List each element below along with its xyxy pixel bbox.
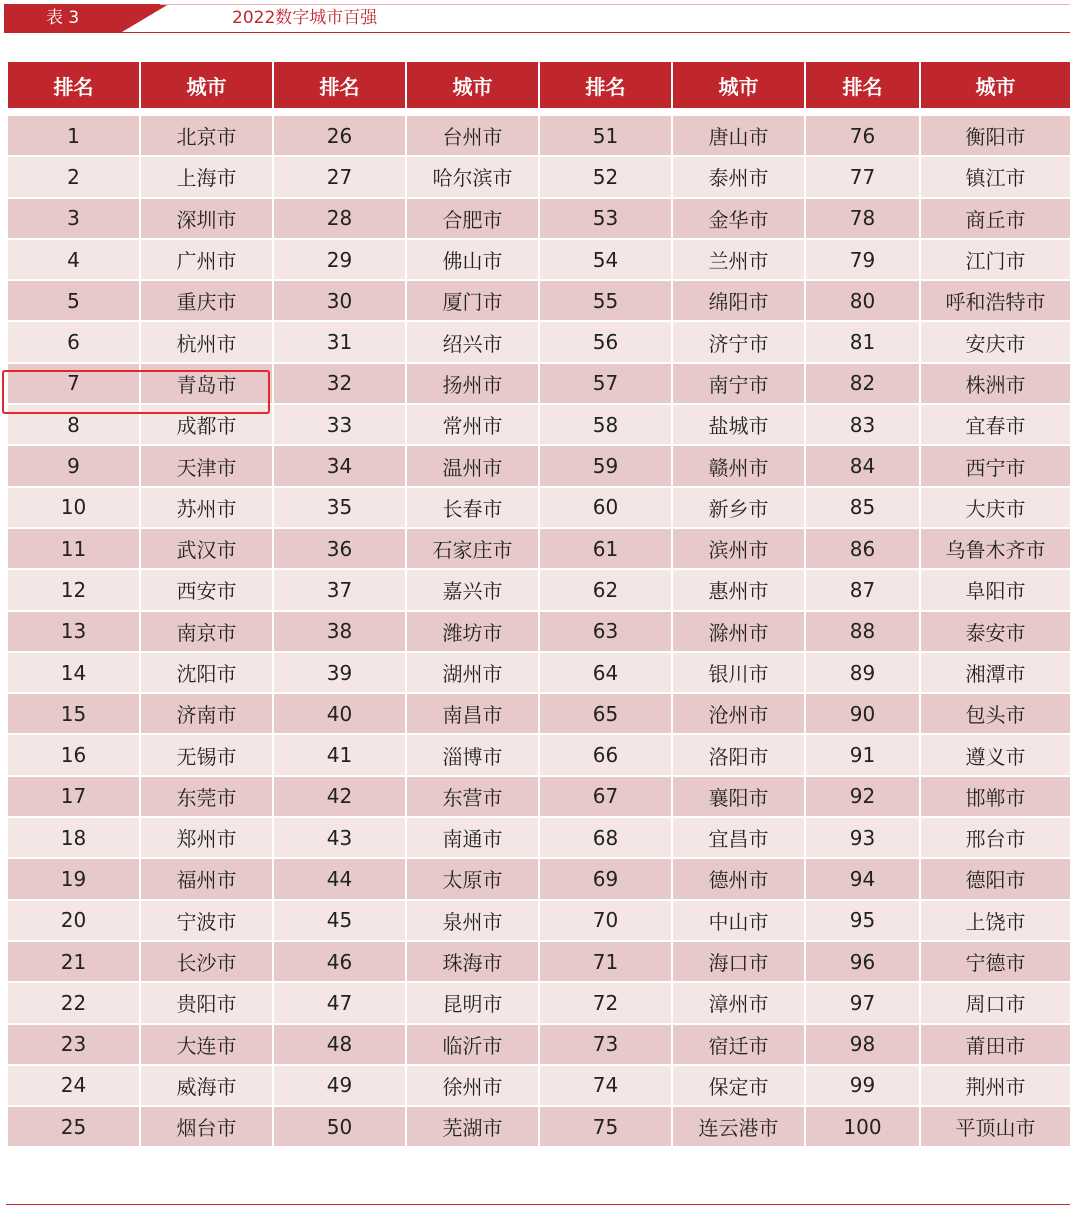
- rank-cell: 75: [539, 1106, 672, 1147]
- city-cell: 厦门市: [406, 280, 539, 321]
- rank-cell: 48: [273, 1024, 406, 1065]
- city-cell: 南通市: [406, 817, 539, 858]
- table-row: [7, 445, 1071, 486]
- rank-cell: 66: [539, 734, 672, 775]
- city-cell: 上海市: [140, 156, 273, 197]
- city-cell: 周口市: [920, 982, 1071, 1023]
- rank-cell: 69: [539, 858, 672, 899]
- rank-cell: 19: [7, 858, 140, 899]
- rank-cell: 67: [539, 776, 672, 817]
- rank-cell: 91: [805, 734, 920, 775]
- rank-cell: 3: [7, 198, 140, 239]
- table-row: [7, 941, 1071, 982]
- rank-cell: 95: [805, 900, 920, 941]
- rank-cell: 49: [273, 1065, 406, 1106]
- rank-cell: 54: [539, 239, 672, 280]
- city-cell: 镇江市: [920, 156, 1071, 197]
- city-cell: 佛山市: [406, 239, 539, 280]
- rank-cell: 12: [7, 569, 140, 610]
- city-cell: 西安市: [140, 569, 273, 610]
- city-cell: 南宁市: [672, 363, 805, 404]
- rank-cell: 24: [7, 1065, 140, 1106]
- header-city: 城市: [406, 61, 539, 109]
- rank-cell: 79: [805, 239, 920, 280]
- table-row: [7, 363, 1071, 404]
- rank-cell: 82: [805, 363, 920, 404]
- city-cell: 合肥市: [406, 198, 539, 239]
- city-cell: 宜春市: [920, 404, 1071, 445]
- table-row: [7, 528, 1071, 569]
- rank-cell: 5: [7, 280, 140, 321]
- table-row: [7, 693, 1071, 734]
- rank-cell: 64: [539, 652, 672, 693]
- table-row: [7, 1065, 1071, 1106]
- city-cell: 新乡市: [672, 487, 805, 528]
- rank-cell: 55: [539, 280, 672, 321]
- table-row: [7, 115, 1071, 156]
- city-cell: 东营市: [406, 776, 539, 817]
- table-caption: [0, 0, 1080, 40]
- rank-cell: 76: [805, 115, 920, 156]
- table-row: [7, 776, 1071, 817]
- rank-cell: 89: [805, 652, 920, 693]
- city-cell: 沧州市: [672, 693, 805, 734]
- rank-cell: 100: [805, 1106, 920, 1147]
- city-cell: 潍坊市: [406, 611, 539, 652]
- table-row: [7, 487, 1071, 528]
- city-cell: 襄阳市: [672, 776, 805, 817]
- rank-cell: 22: [7, 982, 140, 1023]
- city-cell: 北京市: [140, 115, 273, 156]
- table-row: [7, 280, 1071, 321]
- rank-cell: 7: [7, 363, 140, 404]
- city-cell: 莆田市: [920, 1024, 1071, 1065]
- city-cell: 平顶山市: [920, 1106, 1071, 1147]
- rank-cell: 36: [273, 528, 406, 569]
- rank-cell: 94: [805, 858, 920, 899]
- rank-cell: 74: [539, 1065, 672, 1106]
- city-cell: 德州市: [672, 858, 805, 899]
- rank-cell: 65: [539, 693, 672, 734]
- header-rank: 排名: [805, 61, 920, 109]
- city-cell: 株洲市: [920, 363, 1071, 404]
- rank-cell: 98: [805, 1024, 920, 1065]
- rank-cell: 20: [7, 900, 140, 941]
- city-cell: 台州市: [406, 115, 539, 156]
- city-cell: 兰州市: [672, 239, 805, 280]
- city-cell: 天津市: [140, 445, 273, 486]
- city-cell: 洛阳市: [672, 734, 805, 775]
- rank-cell: 88: [805, 611, 920, 652]
- city-cell: 商丘市: [920, 198, 1071, 239]
- city-cell: 扬州市: [406, 363, 539, 404]
- rank-cell: 39: [273, 652, 406, 693]
- rank-cell: 4: [7, 239, 140, 280]
- rank-cell: 17: [7, 776, 140, 817]
- rank-cell: 34: [273, 445, 406, 486]
- rank-cell: 86: [805, 528, 920, 569]
- ranking-table: [6, 60, 1072, 1148]
- city-cell: 哈尔滨市: [406, 156, 539, 197]
- rank-cell: 68: [539, 817, 672, 858]
- city-cell: 珠海市: [406, 941, 539, 982]
- rank-cell: 11: [7, 528, 140, 569]
- rank-cell: 87: [805, 569, 920, 610]
- table-row: [7, 156, 1071, 197]
- city-cell: 广州市: [140, 239, 273, 280]
- table-row: [7, 900, 1071, 941]
- city-cell: 嘉兴市: [406, 569, 539, 610]
- rank-cell: 2: [7, 156, 140, 197]
- rank-cell: 63: [539, 611, 672, 652]
- city-cell: 连云港市: [672, 1106, 805, 1147]
- table-row: [7, 1106, 1071, 1147]
- caption-tag: 表 3: [46, 8, 80, 28]
- caption-top-rule: [160, 4, 1070, 5]
- rank-cell: 43: [273, 817, 406, 858]
- rank-cell: 73: [539, 1024, 672, 1065]
- rank-cell: 44: [273, 858, 406, 899]
- city-cell: 阜阳市: [920, 569, 1071, 610]
- table-row: [7, 734, 1071, 775]
- city-cell: 宁德市: [920, 941, 1071, 982]
- header-rank: 排名: [273, 61, 406, 109]
- rank-cell: 57: [539, 363, 672, 404]
- rank-cell: 9: [7, 445, 140, 486]
- rank-cell: 84: [805, 445, 920, 486]
- rank-cell: 27: [273, 156, 406, 197]
- header-rank: 排名: [7, 61, 140, 109]
- city-cell: 无锡市: [140, 734, 273, 775]
- rank-cell: 52: [539, 156, 672, 197]
- caption-title: 2022数字城市百强: [232, 8, 378, 28]
- city-cell: 赣州市: [672, 445, 805, 486]
- city-cell: 徐州市: [406, 1065, 539, 1106]
- header-city: 城市: [140, 61, 273, 109]
- rank-cell: 31: [273, 321, 406, 362]
- rank-cell: 83: [805, 404, 920, 445]
- city-cell: 南昌市: [406, 693, 539, 734]
- rank-cell: 23: [7, 1024, 140, 1065]
- rank-cell: 97: [805, 982, 920, 1023]
- city-cell: 漳州市: [672, 982, 805, 1023]
- city-cell: 宜昌市: [672, 817, 805, 858]
- rank-cell: 42: [273, 776, 406, 817]
- table-row: [7, 198, 1071, 239]
- city-cell: 乌鲁木齐市: [920, 528, 1071, 569]
- rank-cell: 81: [805, 321, 920, 362]
- rank-cell: 28: [273, 198, 406, 239]
- table-row: [7, 1024, 1071, 1065]
- city-cell: 德阳市: [920, 858, 1071, 899]
- rank-cell: 37: [273, 569, 406, 610]
- city-cell: 大庆市: [920, 487, 1071, 528]
- city-cell: 西宁市: [920, 445, 1071, 486]
- table-body: [7, 115, 1071, 1147]
- caption-rule: [4, 32, 1070, 33]
- city-cell: 中山市: [672, 900, 805, 941]
- rank-cell: 56: [539, 321, 672, 362]
- city-cell: 沈阳市: [140, 652, 273, 693]
- rank-cell: 47: [273, 982, 406, 1023]
- table-row: [7, 858, 1071, 899]
- city-cell: 上饶市: [920, 900, 1071, 941]
- rank-cell: 26: [273, 115, 406, 156]
- city-cell: 东莞市: [140, 776, 273, 817]
- city-cell: 泉州市: [406, 900, 539, 941]
- city-cell: 金华市: [672, 198, 805, 239]
- header-city: 城市: [672, 61, 805, 109]
- city-cell: 昆明市: [406, 982, 539, 1023]
- rank-cell: 14: [7, 652, 140, 693]
- city-cell: 成都市: [140, 404, 273, 445]
- city-cell: 深圳市: [140, 198, 273, 239]
- rank-cell: 70: [539, 900, 672, 941]
- city-cell: 重庆市: [140, 280, 273, 321]
- rank-cell: 71: [539, 941, 672, 982]
- rank-cell: 18: [7, 817, 140, 858]
- city-cell: 泰州市: [672, 156, 805, 197]
- city-cell: 滨州市: [672, 528, 805, 569]
- city-cell: 银川市: [672, 652, 805, 693]
- city-cell: 威海市: [140, 1065, 273, 1106]
- rank-cell: 33: [273, 404, 406, 445]
- rank-cell: 96: [805, 941, 920, 982]
- ranking-table-wrapper: [6, 60, 1070, 1148]
- city-cell: 宿迁市: [672, 1024, 805, 1065]
- rank-cell: 8: [7, 404, 140, 445]
- rank-cell: 77: [805, 156, 920, 197]
- table-row: [7, 569, 1071, 610]
- rank-cell: 15: [7, 693, 140, 734]
- rank-cell: 38: [273, 611, 406, 652]
- city-cell: 荆州市: [920, 1065, 1071, 1106]
- city-cell: 绵阳市: [672, 280, 805, 321]
- city-cell: 包头市: [920, 693, 1071, 734]
- city-cell: 济南市: [140, 693, 273, 734]
- city-cell: 武汉市: [140, 528, 273, 569]
- header-row: [7, 61, 1071, 109]
- city-cell: 苏州市: [140, 487, 273, 528]
- city-cell: 惠州市: [672, 569, 805, 610]
- city-cell: 绍兴市: [406, 321, 539, 362]
- city-cell: 芜湖市: [406, 1106, 539, 1147]
- city-cell: 宁波市: [140, 900, 273, 941]
- rank-cell: 59: [539, 445, 672, 486]
- city-cell: 滁州市: [672, 611, 805, 652]
- rank-cell: 99: [805, 1065, 920, 1106]
- rank-cell: 53: [539, 198, 672, 239]
- rank-cell: 51: [539, 115, 672, 156]
- city-cell: 福州市: [140, 858, 273, 899]
- table-row: [7, 652, 1071, 693]
- city-cell: 保定市: [672, 1065, 805, 1106]
- rank-cell: 78: [805, 198, 920, 239]
- table-row: [7, 817, 1071, 858]
- rank-cell: 13: [7, 611, 140, 652]
- city-cell: 常州市: [406, 404, 539, 445]
- rank-cell: 90: [805, 693, 920, 734]
- city-cell: 湖州市: [406, 652, 539, 693]
- rank-cell: 60: [539, 487, 672, 528]
- rank-cell: 10: [7, 487, 140, 528]
- header-city: 城市: [920, 61, 1071, 109]
- rank-cell: 6: [7, 321, 140, 362]
- table-row: [7, 321, 1071, 362]
- city-cell: 杭州市: [140, 321, 273, 362]
- city-cell: 大连市: [140, 1024, 273, 1065]
- rank-cell: 16: [7, 734, 140, 775]
- rank-cell: 1: [7, 115, 140, 156]
- city-cell: 贵阳市: [140, 982, 273, 1023]
- city-cell: 邯郸市: [920, 776, 1071, 817]
- city-cell: 南京市: [140, 611, 273, 652]
- city-cell: 石家庄市: [406, 528, 539, 569]
- rank-cell: 45: [273, 900, 406, 941]
- city-cell: 长沙市: [140, 941, 273, 982]
- rank-cell: 25: [7, 1106, 140, 1147]
- city-cell: 呼和浩特市: [920, 280, 1071, 321]
- rank-cell: 41: [273, 734, 406, 775]
- city-cell: 遵义市: [920, 734, 1071, 775]
- city-cell: 泰安市: [920, 611, 1071, 652]
- rank-cell: 61: [539, 528, 672, 569]
- table-row: [7, 982, 1071, 1023]
- rank-cell: 72: [539, 982, 672, 1023]
- table-row: [7, 239, 1071, 280]
- rank-cell: 30: [273, 280, 406, 321]
- city-cell: 郑州市: [140, 817, 273, 858]
- city-cell: 海口市: [672, 941, 805, 982]
- city-cell: 湘潭市: [920, 652, 1071, 693]
- rank-cell: 93: [805, 817, 920, 858]
- city-cell: 温州市: [406, 445, 539, 486]
- rank-cell: 58: [539, 404, 672, 445]
- bottom-rule: [6, 1204, 1070, 1205]
- table-row: [7, 611, 1071, 652]
- rank-cell: 35: [273, 487, 406, 528]
- city-cell: 邢台市: [920, 817, 1071, 858]
- city-cell: 临沂市: [406, 1024, 539, 1065]
- table-row: [7, 404, 1071, 445]
- rank-cell: 29: [273, 239, 406, 280]
- city-cell: 青岛市: [140, 363, 273, 404]
- city-cell: 烟台市: [140, 1106, 273, 1147]
- rank-cell: 62: [539, 569, 672, 610]
- rank-cell: 92: [805, 776, 920, 817]
- city-cell: 唐山市: [672, 115, 805, 156]
- city-cell: 盐城市: [672, 404, 805, 445]
- rank-cell: 46: [273, 941, 406, 982]
- rank-cell: 80: [805, 280, 920, 321]
- caption-tag-shape: [4, 4, 174, 34]
- city-cell: 江门市: [920, 239, 1071, 280]
- city-cell: 长春市: [406, 487, 539, 528]
- city-cell: 安庆市: [920, 321, 1071, 362]
- city-cell: 衡阳市: [920, 115, 1071, 156]
- rank-cell: 32: [273, 363, 406, 404]
- city-cell: 淄博市: [406, 734, 539, 775]
- rank-cell: 21: [7, 941, 140, 982]
- header-rank: 排名: [539, 61, 672, 109]
- rank-cell: 40: [273, 693, 406, 734]
- rank-cell: 85: [805, 487, 920, 528]
- rank-cell: 50: [273, 1106, 406, 1147]
- city-cell: 太原市: [406, 858, 539, 899]
- city-cell: 济宁市: [672, 321, 805, 362]
